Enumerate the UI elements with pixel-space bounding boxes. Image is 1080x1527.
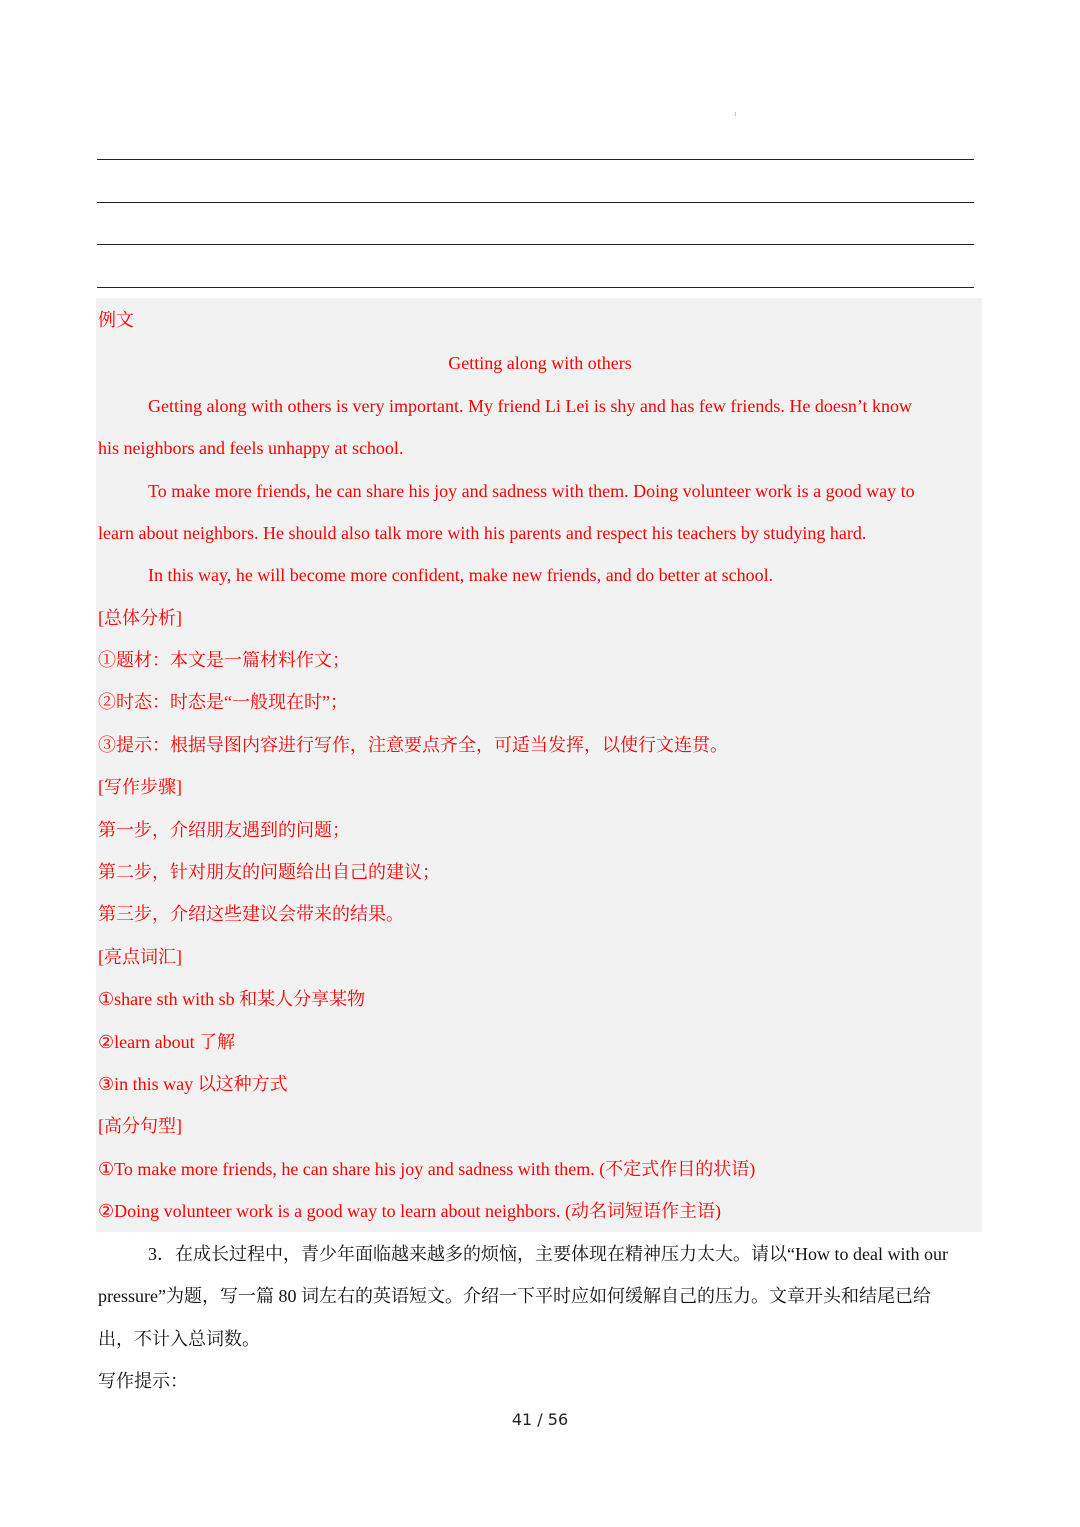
analysis-item: ②时态：时态是“一般现在时”；	[98, 692, 348, 712]
sentences-item: ②Doing volunteer work is a good way to learn about neighbors. (动名词短语作主语)	[98, 1201, 722, 1221]
sample-title: Getting along with others	[448, 353, 632, 373]
sample-paragraph-3-line-1: In this way, he will become more confident, make new friends, and do better at school.	[148, 565, 774, 585]
analysis-item: ①题材：本文是一篇材料作文；	[98, 650, 350, 670]
sample-label: 例文	[98, 310, 134, 330]
answer-rule-4	[97, 287, 974, 288]
writing-hint-label: 写作提示：	[98, 1371, 188, 1391]
steps-item: 第三步，介绍这些建议会带来的结果。	[98, 904, 404, 924]
question-3-line-2: pressure”为题，写一篇 80 词左右的英语短文。介绍一下平时应如何缓解自己的压力。文章开头和结尾已给	[98, 1286, 931, 1306]
question-3-line-3: 出，不计入总词数。	[98, 1329, 260, 1349]
answer-rule-1	[97, 159, 974, 160]
sample-paragraph-2-line-1: To make more friends, he can share his joy and sadness with them. Doing volunteer work is a good way to	[148, 481, 915, 501]
steps-item: 第一步，介绍朋友遇到的问题；	[98, 820, 350, 840]
steps-item: 第二步，针对朋友的问题给出自己的建议；	[98, 862, 440, 882]
vocab-item: ②learn about 了解	[98, 1032, 236, 1052]
question-3-line-1: 3．在成长过程中，青少年面临越来越多的烦恼，主要体现在精神压力太大。请以“How to deal with our	[148, 1244, 948, 1264]
vocab-heading: [亮点词汇]	[98, 947, 182, 967]
sample-paragraph-2-line-2: learn about neighbors. He should also talk more with his parents and respect his teachers by studying hard.	[98, 523, 867, 543]
analysis-item: ③提示：根据导图内容进行写作，注意要点齐全，可适当发挥，以使行文连贯。	[98, 735, 728, 755]
steps-heading: [写作步骤]	[98, 777, 182, 797]
analysis-heading: [总体分析]	[98, 608, 182, 628]
page-marker: 1	[734, 112, 737, 118]
sentences-heading: [高分句型]	[98, 1116, 182, 1136]
answer-rule-3	[97, 244, 974, 245]
answer-rule-2	[97, 202, 974, 203]
vocab-item: ③in this way 以这种方式	[98, 1074, 288, 1094]
sentences-item: ①To make more friends, he can share his joy and sadness with them. (不定式作目的状语)	[98, 1159, 756, 1179]
sample-paragraph-1-line-1: Getting along with others is very important. My friend Li Lei is shy and has few friends. He doesn’t know	[148, 396, 913, 416]
vocab-item: ①share sth with sb 和某人分享某物	[98, 989, 366, 1009]
page-number: 41 / 56	[511, 1410, 569, 1429]
sample-paragraph-1-line-2: his neighbors and feels unhappy at school.	[98, 438, 404, 458]
